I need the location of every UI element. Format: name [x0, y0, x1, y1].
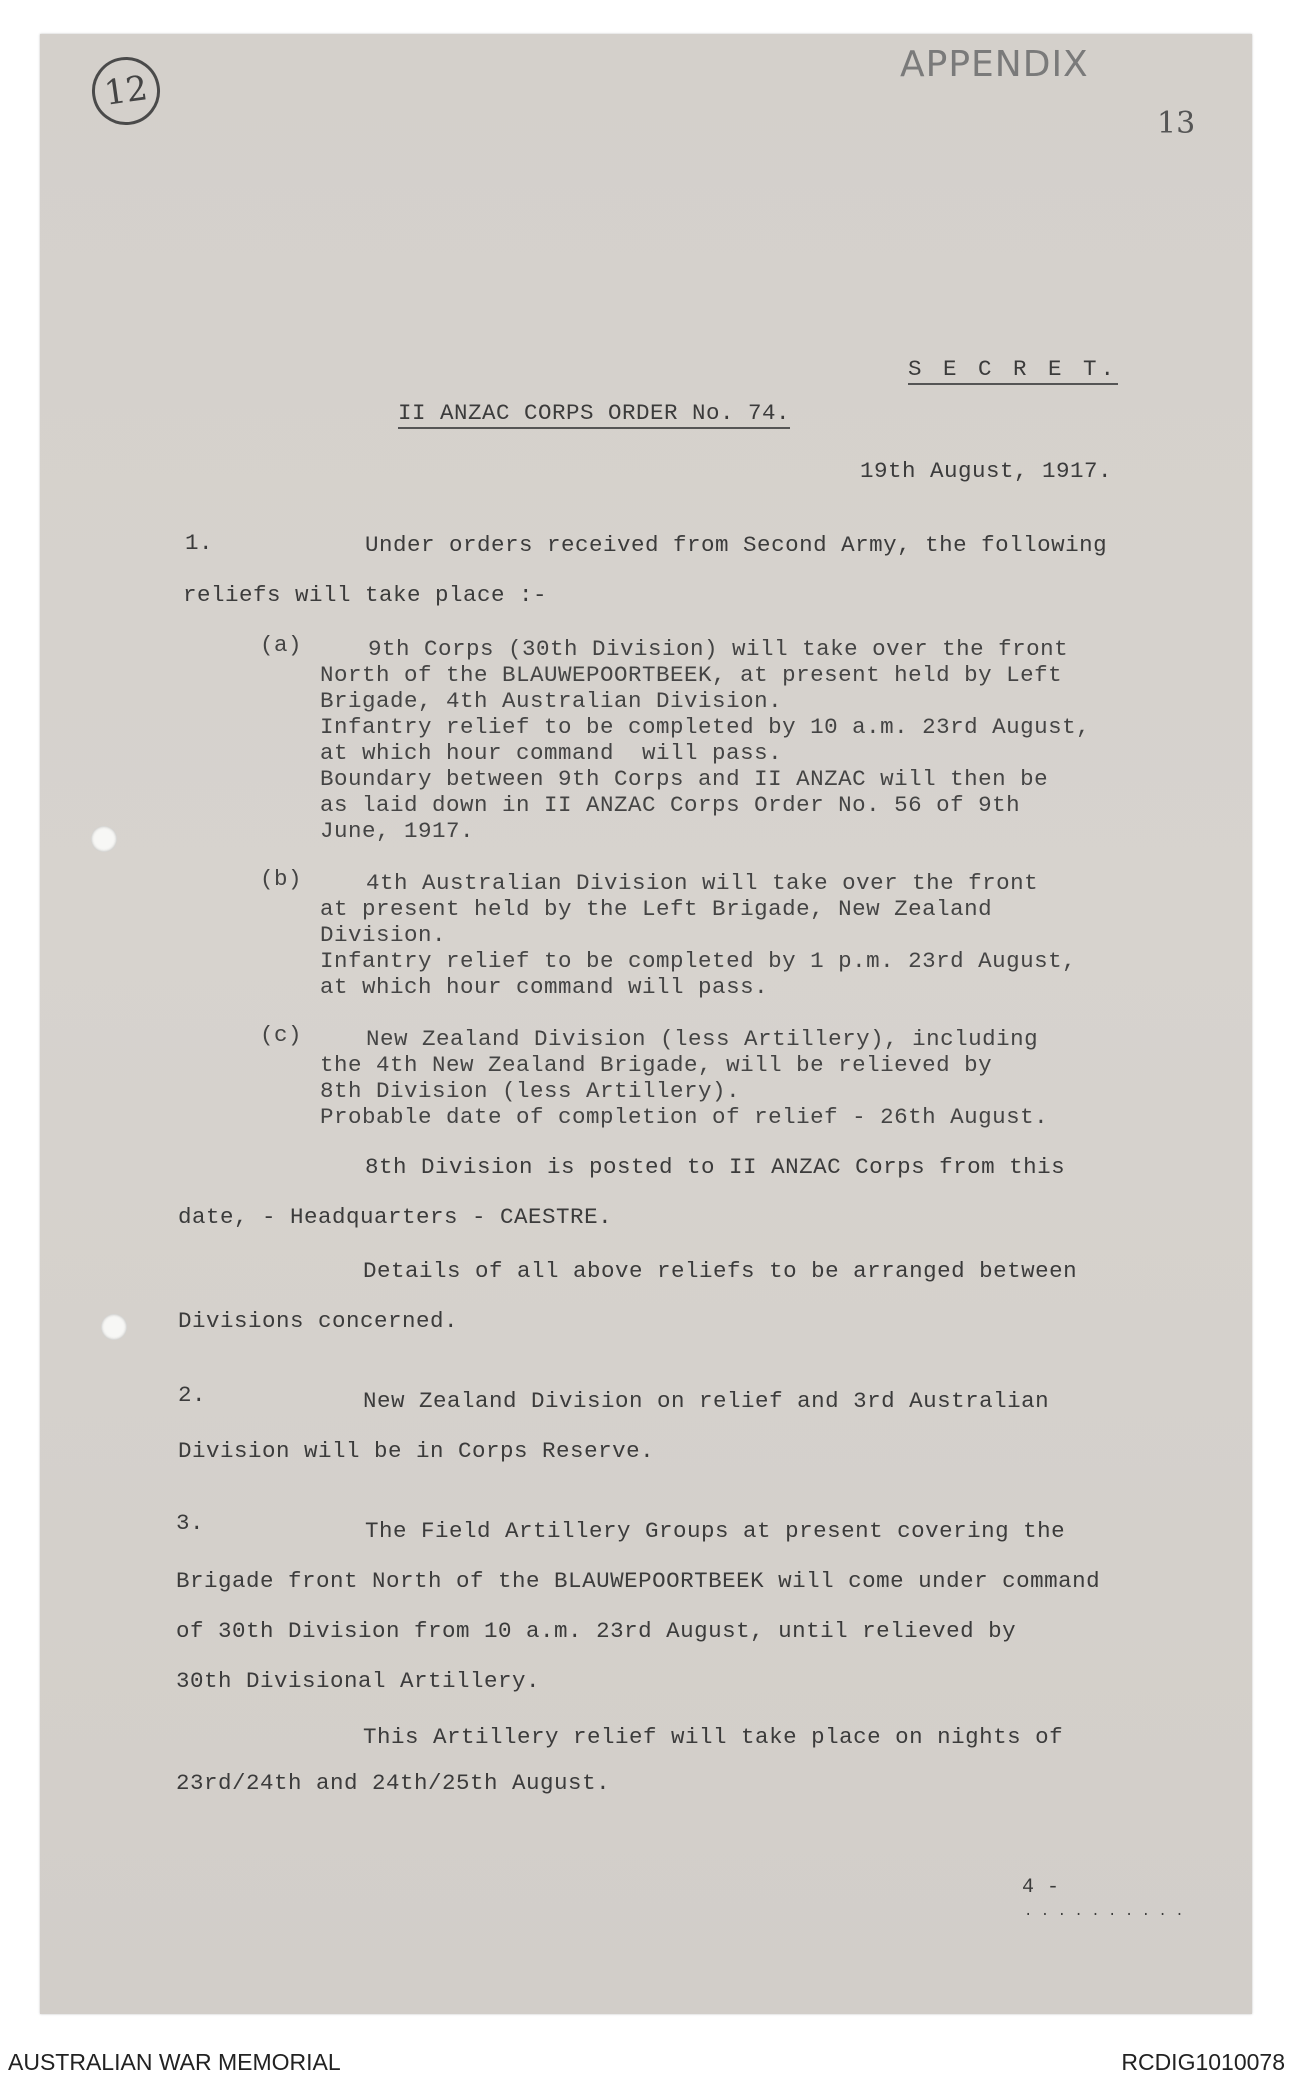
para3-line2: Brigade front North of the BLAUWEPOORTBEEK will come under command: [176, 1568, 1101, 1594]
para1b-line1: 4th Australian Division will take over the front: [366, 870, 1039, 896]
para1c-line3: 8th Division (less Artillery).: [320, 1078, 741, 1104]
para1b-line3: Division.: [320, 922, 447, 948]
details-line1: Details of all above reliefs to be arranged between: [363, 1258, 1078, 1284]
order-title: II ANZAC CORPS ORDER No. 74.: [398, 400, 790, 429]
para1c-label: (c): [260, 1022, 303, 1048]
details-line2: Divisions concerned.: [178, 1308, 459, 1334]
para2-line2: Division will be in Corps Reserve.: [178, 1438, 655, 1464]
para1a-line8: June, 1917.: [320, 818, 475, 844]
para1a-line6: Boundary between 9th Corps and II ANZAC will then be: [320, 766, 1049, 792]
para1-line1: Under orders received from Second Army, the following: [365, 532, 1108, 558]
para1a-line3: Brigade, 4th Australian Division.: [320, 688, 783, 714]
para1a-line7: as laid down in II ANZAC Corps Order No. 56 of 9th: [320, 792, 1021, 818]
para3-line1: The Field Artillery Groups at present covering the: [365, 1518, 1066, 1544]
para3-line3: of 30th Division from 10 a.m. 23rd August, until relieved by: [176, 1618, 1017, 1644]
folio-number: 12: [101, 68, 151, 114]
para2-line1: New Zealand Division on relief and 3rd Australian: [363, 1388, 1050, 1414]
appendix-stamp: APPENDIX: [900, 44, 1089, 85]
posted-line2: date, - Headquarters - CAESTRE.: [178, 1204, 613, 1230]
para3-line6: 23rd/24th and 24th/25th August.: [176, 1770, 611, 1796]
continuation-dots: . . . . . . . . . .: [1024, 1904, 1184, 1920]
document-page: [40, 34, 1252, 2014]
para1a-line2: North of the BLAUWEPOORTBEEK, at present held by Left: [320, 662, 1063, 688]
footer-source: AUSTRALIAN WAR MEMORIAL: [8, 2049, 341, 2075]
para1-number: 1.: [185, 530, 214, 556]
para1c-line4: Probable date of completion of relief - 26th August.: [320, 1104, 1049, 1130]
para1a-line5: at which hour command will pass.: [320, 740, 783, 766]
para3-number: 3.: [176, 1510, 205, 1536]
para1c-line2: the 4th New Zealand Brigade, will be relieved by: [320, 1052, 993, 1078]
para1b-line5: at which hour command will pass.: [320, 974, 769, 1000]
para1c-line1: New Zealand Division (less Artillery), including: [366, 1026, 1039, 1052]
punch-hole-bottom: [101, 1314, 127, 1340]
para3-line5: This Artillery relief will take place on nights of: [363, 1724, 1064, 1750]
posted-line1: 8th Division is posted to II ANZAC Corps from this: [365, 1154, 1066, 1180]
para3-line4: 30th Divisional Artillery.: [176, 1668, 541, 1694]
footer-id: RCDIG1010078: [1121, 2049, 1285, 2075]
para1a-label: (a): [260, 632, 303, 658]
para1-line2: reliefs will take place :-: [183, 582, 548, 608]
classification: S E C R E T.: [908, 356, 1118, 385]
para1b-line4: Infantry relief to be completed by 1 p.m. 23rd August,: [320, 948, 1077, 974]
para1b-line2: at present held by the Left Brigade, New Zealand: [320, 896, 993, 922]
page-number: 13: [1157, 106, 1196, 141]
para1a-line4: Infantry relief to be completed by 10 a.m. 23rd August,: [320, 714, 1091, 740]
para1a-line1: 9th Corps (30th Division) will take over the front: [368, 636, 1069, 662]
order-date: 19th August, 1917.: [860, 458, 1113, 484]
para2-number: 2.: [178, 1382, 207, 1408]
punch-hole-top: [91, 826, 117, 852]
para1b-label: (b): [260, 866, 303, 892]
continuation-marker: 4 -: [1022, 1876, 1060, 1899]
